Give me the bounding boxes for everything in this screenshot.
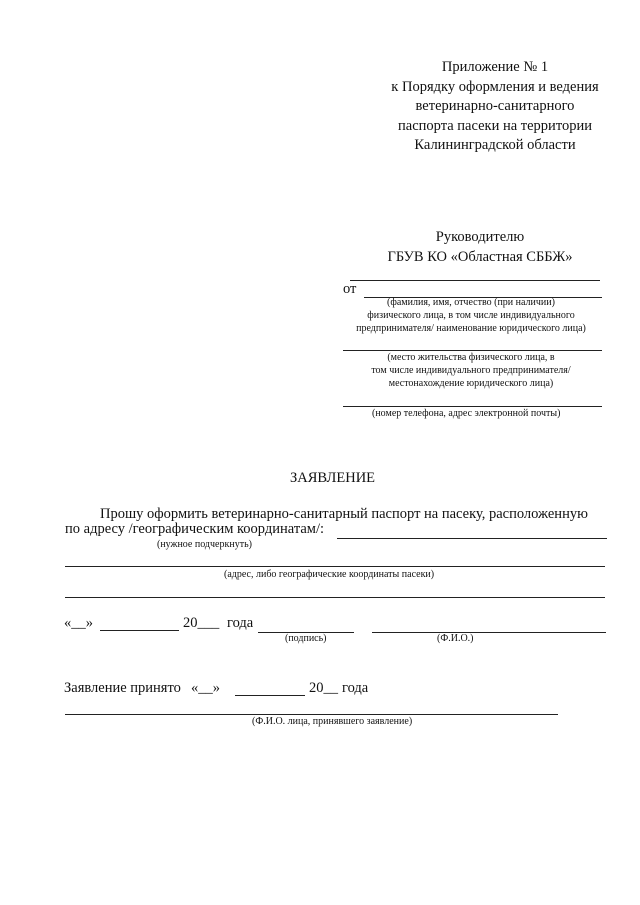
accepted-date-day: «__» xyxy=(191,680,220,696)
note-line: (фамилия, имя, отчество (при наличии) xyxy=(387,297,555,308)
applicant-line-1[interactable] xyxy=(350,280,600,281)
underline-note: (нужное подчеркнуть) xyxy=(157,539,252,550)
accepted-by-note: (Ф.И.О. лица, принявшего заявление) xyxy=(252,716,413,727)
from-label: от xyxy=(343,281,357,297)
appendix-line: Калининградской области xyxy=(414,137,576,153)
appendix-line: паспорта пасеки на территории xyxy=(398,117,592,134)
application-date-year-suffix: года xyxy=(227,615,254,631)
accepted-label: Заявление принято xyxy=(64,680,181,696)
note-line: физического лица, в том числе индивидуального xyxy=(367,310,575,321)
addressee-title: Руководителю xyxy=(435,229,525,245)
addressee-block xyxy=(360,228,600,267)
applicant-address-note xyxy=(340,351,602,390)
signature-note: (подпись) xyxy=(285,633,327,644)
fio-note: (Ф.И.О.) xyxy=(437,633,474,644)
accepted-date-year-suffix: года xyxy=(342,680,369,696)
accepted-date-year: 20__ xyxy=(309,680,338,696)
appendix-line: к Порядку оформления и ведения xyxy=(391,78,599,95)
fio-field[interactable] xyxy=(372,632,606,633)
note-line: том числе индивидуального предпринимателя/ xyxy=(371,365,571,376)
apiary-address-field[interactable] xyxy=(65,566,605,567)
note-line: (место жительства физического лица, в xyxy=(387,352,555,363)
note-line: предпринимателя/ наименование юридического лица) xyxy=(356,323,586,334)
accepted-date-month-field[interactable] xyxy=(235,695,305,696)
application-date-year: 20___ xyxy=(183,615,220,631)
statement-body-line-1: Прошу оформить ветеринарно-санитарный паспорт на пасеку, расположенную xyxy=(100,506,588,522)
addressee-organization: ГБУВ КО «Областная СББЖ» xyxy=(387,248,573,265)
apiary-address-field-2[interactable] xyxy=(65,597,605,598)
applicant-contact-field[interactable] xyxy=(343,406,602,407)
applicant-contact-note: (номер телефона, адрес электронной почты) xyxy=(372,408,561,419)
note-line: местонахождение юридического лица) xyxy=(388,378,554,389)
appendix-line: ветеринарно-санитарного xyxy=(415,98,575,114)
statement-body-line-2: по адресу /географическим координатам/: xyxy=(65,521,325,537)
appendix-line: Приложение № 1 xyxy=(441,59,549,75)
applicant-name-note xyxy=(340,296,602,335)
apiary-address-note: (адрес, либо географические координаты пасеки) xyxy=(224,569,435,580)
apiary-location-field[interactable] xyxy=(337,538,607,539)
appendix-header xyxy=(380,58,610,156)
statement-title: ЗАЯВЛЕНИЕ xyxy=(290,470,376,486)
application-date-day: «__» xyxy=(64,615,93,631)
accepted-by-field[interactable] xyxy=(65,714,558,715)
application-date-month-field[interactable] xyxy=(100,630,179,631)
